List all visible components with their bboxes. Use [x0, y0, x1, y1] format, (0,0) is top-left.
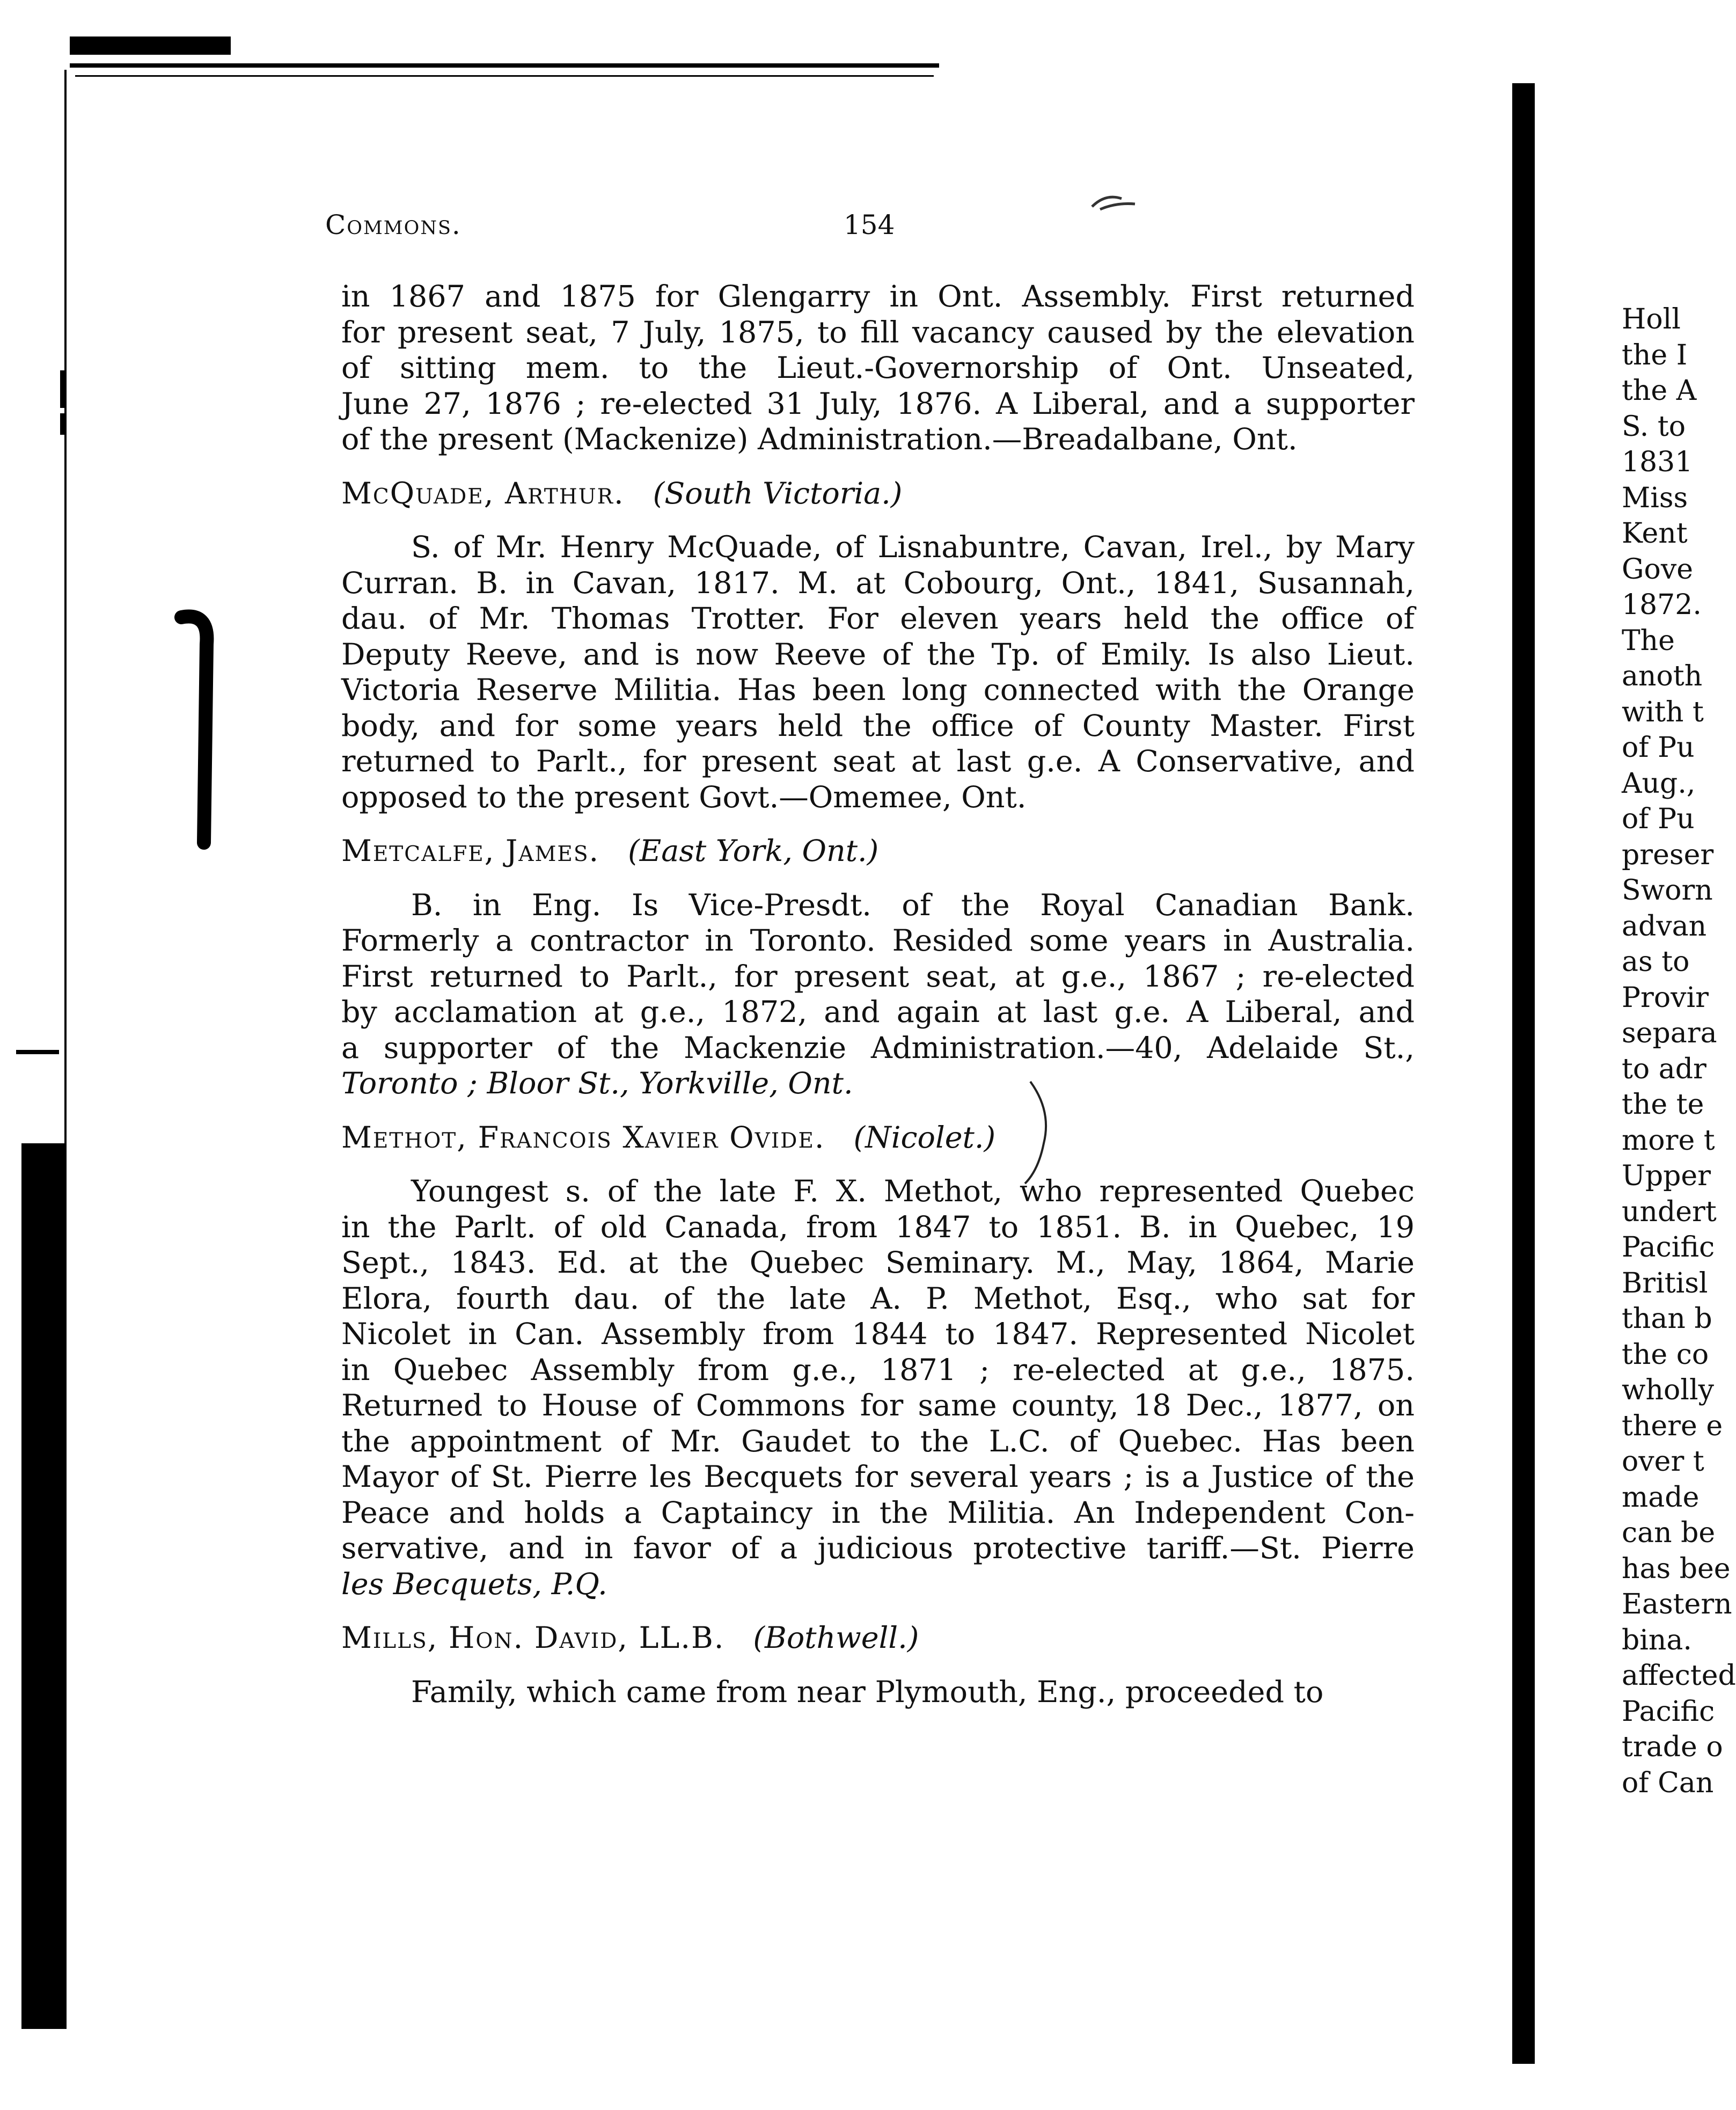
text-line: in 1867 and 1875 for Glengarry in Ont. Assembly. First returned	[341, 279, 1415, 314]
text-line: the appointment of Mr. Gaudet to the L.C. of Quebec. Has been	[341, 1423, 1415, 1459]
fragment-line: wholly	[1622, 1374, 1714, 1406]
text-line: of the present (Mackenize) Administration.—Breadalbane, Ont.	[341, 422, 1298, 457]
text-line: by acclamation at g.e., 1872, and again at last g.e. A Liberal, and	[341, 995, 1415, 1030]
text-line: Returned to House of Commons for same county, 18 Dec., 1877, on	[341, 1388, 1415, 1423]
fragment-line: than b	[1622, 1303, 1712, 1335]
text-line: B. in Eng. Is Vice-Presdt. of the Royal Canadian Bank.	[411, 887, 1415, 923]
fragment-line: Eastern	[1622, 1588, 1732, 1620]
fragment-line: the co	[1622, 1338, 1709, 1371]
margin-bracket-mark	[177, 612, 220, 848]
text-line: dau. of Mr. Thomas Trotter. For eleven years held the office of	[341, 601, 1415, 636]
text-line: in Quebec Assembly from g.e., 1871 ; re-elected at g.e., 1875.	[341, 1352, 1415, 1388]
scan-artifact-left-tick-1	[60, 370, 65, 408]
fragment-line: can be	[1622, 1517, 1716, 1549]
text-line: June 27, 1876 ; re-elected 31 July, 1876. A Liberal, and a supporter	[341, 386, 1415, 421]
fragment-line: separa	[1622, 1017, 1717, 1049]
fragment-line: there e	[1622, 1410, 1723, 1442]
text-line: Formerly a contractor in Toronto. Resided some years in Australia.	[341, 923, 1415, 958]
fragment-line: Aug.,	[1622, 767, 1696, 800]
text-line: Deputy Reeve, and is now Reeve of the Tp. of Emily. Is also Lieut.	[341, 637, 1415, 672]
fragment-line: 1872.	[1622, 589, 1702, 621]
entry-heading	[341, 1620, 1415, 1656]
fragment-line: Gove	[1622, 553, 1693, 586]
fragment-line: Upper	[1622, 1160, 1711, 1192]
entry-methot	[341, 1120, 1415, 1603]
member-name: McQuade, Arthur.	[341, 476, 625, 511]
text-line: Family, which came from near Plymouth, Eng., proceeded to	[411, 1674, 1324, 1710]
entry-continuation	[341, 279, 1415, 458]
fragment-line: to adr	[1622, 1053, 1706, 1085]
fragment-line: of Pu	[1622, 732, 1695, 764]
entry-heading	[341, 834, 1415, 870]
entry-heading	[341, 1120, 1415, 1156]
text-line: Youngest s. of the late F. X. Methot, who represented Quebec	[411, 1174, 1415, 1209]
fragment-line: S. to	[1622, 410, 1686, 443]
fragment-line: Britisl	[1622, 1267, 1708, 1299]
fragment-line: with t	[1622, 696, 1704, 728]
fragment-line: as to	[1622, 946, 1690, 978]
constituency: (East York, Ont.)	[628, 834, 879, 868]
text-line: Toronto ; Bloor St., Yorkville, Ont.	[341, 1066, 853, 1101]
constituency: (Bothwell.)	[753, 1620, 919, 1655]
text-line: First returned to Parlt., for present seat, at g.e., 1867 ; re-elected	[341, 959, 1415, 994]
fragment-line: 1831	[1622, 446, 1693, 478]
scan-artifact-top-bar	[70, 36, 231, 55]
text-line: body, and for some years held the office of County Master. First	[341, 708, 1415, 743]
fragment-line: Pacific	[1622, 1231, 1715, 1264]
text-line: les Becquets, P.Q.	[341, 1566, 607, 1602]
entry-heading	[341, 476, 1415, 512]
fragment-line: of Pu	[1622, 803, 1695, 835]
scan-artifact-left-tick-2	[60, 413, 64, 435]
text-line: Elora, fourth dau. of the late A. P. Methot, Esq., who sat for	[341, 1281, 1415, 1316]
fragment-line: Miss	[1622, 481, 1688, 514]
ink-mark-top	[1089, 191, 1138, 212]
scan-artifact-left-block	[21, 1143, 67, 2029]
text-line: Victoria Reserve Militia. Has been long connected with the Orange	[341, 673, 1415, 707]
main-text-column	[341, 279, 1415, 1710]
member-name: Metcalfe, James.	[341, 834, 600, 868]
scan-artifact-top-line-thin	[75, 75, 934, 77]
fragment-line: bina.	[1622, 1624, 1692, 1656]
text-line: returned to Parlt., for present seat at last g.e. A Conservative, and	[341, 744, 1415, 779]
entry-mills	[341, 1620, 1415, 1710]
scan-artifact-right-bar	[1512, 83, 1535, 2064]
text-line: S. of Mr. Henry McQuade, of Lisnabuntre, Cavan, Irel., by Mary	[411, 530, 1415, 565]
running-header: Commons.	[325, 209, 462, 240]
fragment-line: more t	[1622, 1124, 1715, 1157]
member-name: Mills, Hon. David, LL.B.	[341, 1620, 725, 1655]
fragment-line: anoth	[1622, 660, 1703, 692]
facing-page-fragment	[1622, 302, 1736, 1801]
fragment-line: made	[1622, 1481, 1700, 1514]
fragment-line: the I	[1622, 339, 1688, 371]
scan-artifact-top-line	[70, 63, 939, 68]
text-line: Nicolet in Can. Assembly from 1844 to 1847. Represented Nicolet	[341, 1317, 1415, 1352]
fragment-line: advan	[1622, 910, 1707, 943]
fragment-line: over t	[1622, 1445, 1704, 1478]
fragment-line: Kent	[1622, 517, 1688, 550]
fragment-line: trade o	[1622, 1731, 1723, 1763]
fragment-line: has bee	[1622, 1552, 1731, 1585]
text-line: in the Parlt. of old Canada, from 1847 to 1851. B. in Quebec, 19	[341, 1209, 1415, 1245]
fragment-line: The	[1622, 624, 1675, 657]
fragment-line: Holl	[1622, 303, 1681, 335]
text-line: Peace and holds a Captaincy in the Militia. An Independent Con-	[341, 1495, 1415, 1530]
fragment-line: undert	[1622, 1195, 1717, 1228]
text-line: Curran. B. in Cavan, 1817. M. at Cobourg, Ont., 1841, Susannah,	[341, 565, 1415, 601]
fragment-line: preser	[1622, 838, 1714, 871]
text-line: of sitting mem. to the Lieut.-Governorship of Ont. Unseated,	[341, 351, 1415, 385]
constituency: (Nicolet.)	[853, 1120, 996, 1155]
fragment-line: Sworn	[1622, 874, 1713, 907]
text-line: Sept., 1843. Ed. at the Quebec Seminary. M., May, 1864, Marie	[341, 1245, 1415, 1280]
fragment-line: Pacific	[1622, 1695, 1715, 1728]
page-number: 154	[844, 209, 895, 240]
fragment-line: affected	[1622, 1660, 1736, 1692]
text-line: opposed to the present Govt.—Omemee, Ont.	[341, 779, 1027, 815]
text-line: for present seat, 7 July, 1875, to fill vacancy caused by the elevation	[341, 315, 1415, 350]
text-line: a supporter of the Mackenzie Administration.—40, Adelaide St.,	[341, 1030, 1415, 1065]
fragment-line: of Can	[1622, 1766, 1714, 1799]
text-line: Mayor of St. Pierre les Becquets for several years ; is a Justice of the	[341, 1459, 1415, 1494]
member-name: Methot, Francois Xavier Ovide.	[341, 1120, 825, 1155]
entry-mcquade	[341, 476, 1415, 816]
fragment-line: the A	[1622, 375, 1697, 407]
fragment-line: Provir	[1622, 981, 1709, 1014]
fragment-line: the te	[1622, 1089, 1704, 1121]
text-line: servative, and in favor of a judicious protective tariff.—St. Pierre	[341, 1531, 1415, 1566]
constituency: (South Victoria.)	[653, 476, 903, 511]
entry-metcalfe	[341, 834, 1415, 1102]
scan-artifact-left-dash	[16, 1050, 59, 1054]
